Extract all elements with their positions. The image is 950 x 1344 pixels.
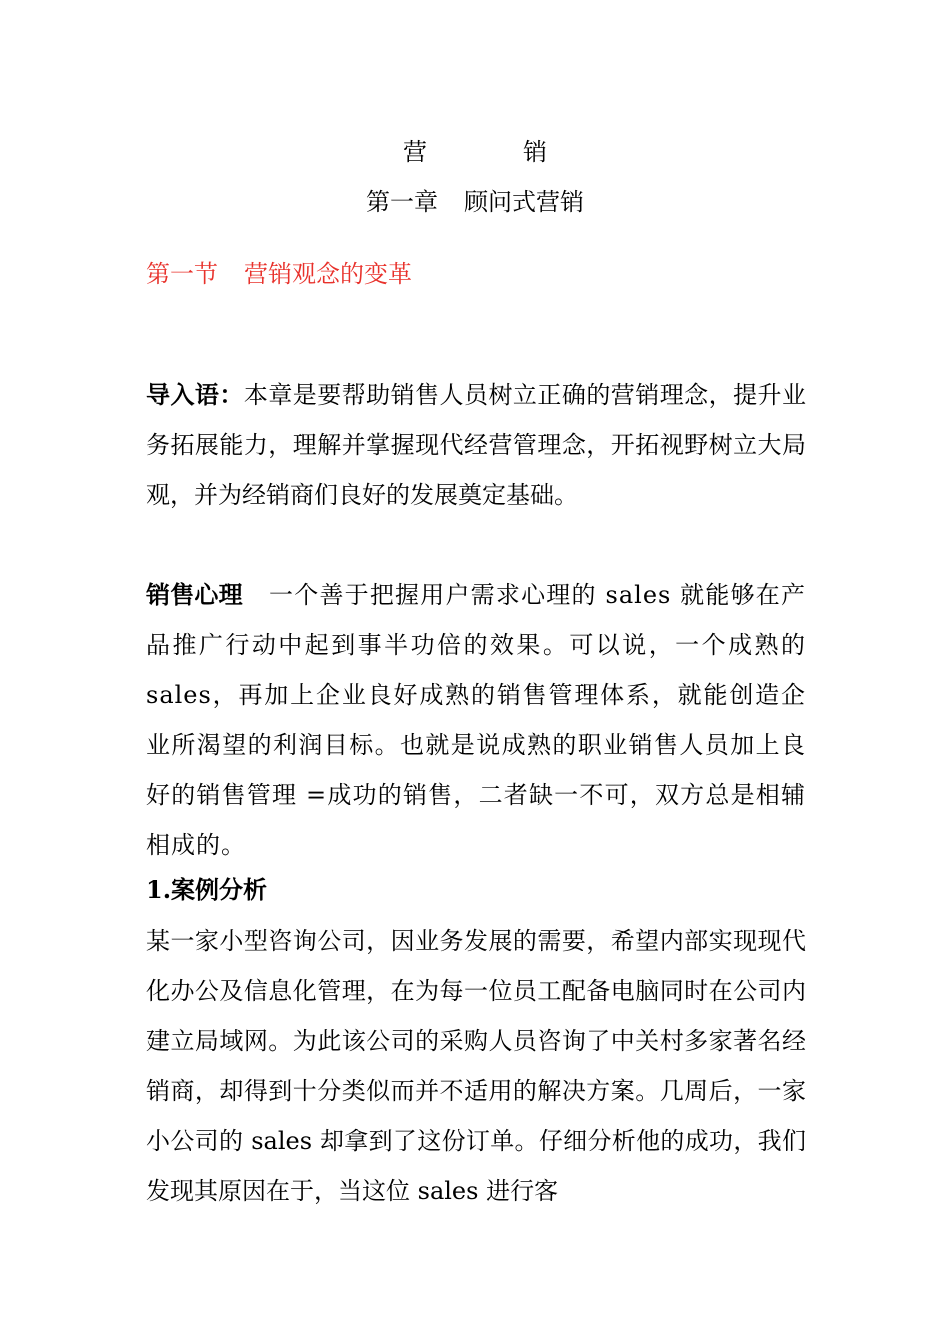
title-left-char: 营 [403,138,427,166]
chapter-name: 顾问式营销 [464,188,584,216]
intro-paragraph [146,370,806,520]
case-text: 某一家小型咨询公司，因业务发展的需要，希望内部实现现代化办公及信息化管理，在为每一位员工配备电脑同时在公司内建立局域网。为此该公司的采购人员咨询了中关村多家著名经销商，却得到十分类似而并不适用的解决方案。几周后，一家小公司的 sales 却拿到了这份订单。仔细分析他的成功，我们发现其原因在于，当这位 sales 进行客 [146,927,806,1205]
psychology-text: 一个善于把握用户需求心理的 sales 就能够在产品推广行动中起到事半功倍的效果。可以说，一个成熟的 sales，再加上企业良好成熟的销售管理体系，就能创造企业所渴望的利润目标。也就是说成熟的职业销售人员加上良好的销售管理 =成功的销售，二者缺一不可，双方总是相辅相成的。 [146,581,807,859]
section-name: 营销观念的变革 [244,260,412,288]
section-number: 第一节 [146,260,218,288]
intro-text: 本章是要帮助销售人员树立正确的营销理念，提升业务拓展能力，理解并掌握现代经营管理念，开拓视野树立大局观，并为经销商们良好的发展奠定基础。 [146,381,807,509]
chapter-heading [0,182,950,222]
section-heading [146,254,412,294]
psychology-label: 销售心理 [146,580,243,609]
document-title [0,132,950,172]
psychology-paragraph [146,570,806,870]
case-heading: 1.案例分析 [146,875,268,904]
case-paragraph [146,916,806,1216]
title-right-char: 销 [523,138,547,166]
chapter-number: 第一章 [366,188,438,216]
intro-label: 导入语： [146,380,244,409]
